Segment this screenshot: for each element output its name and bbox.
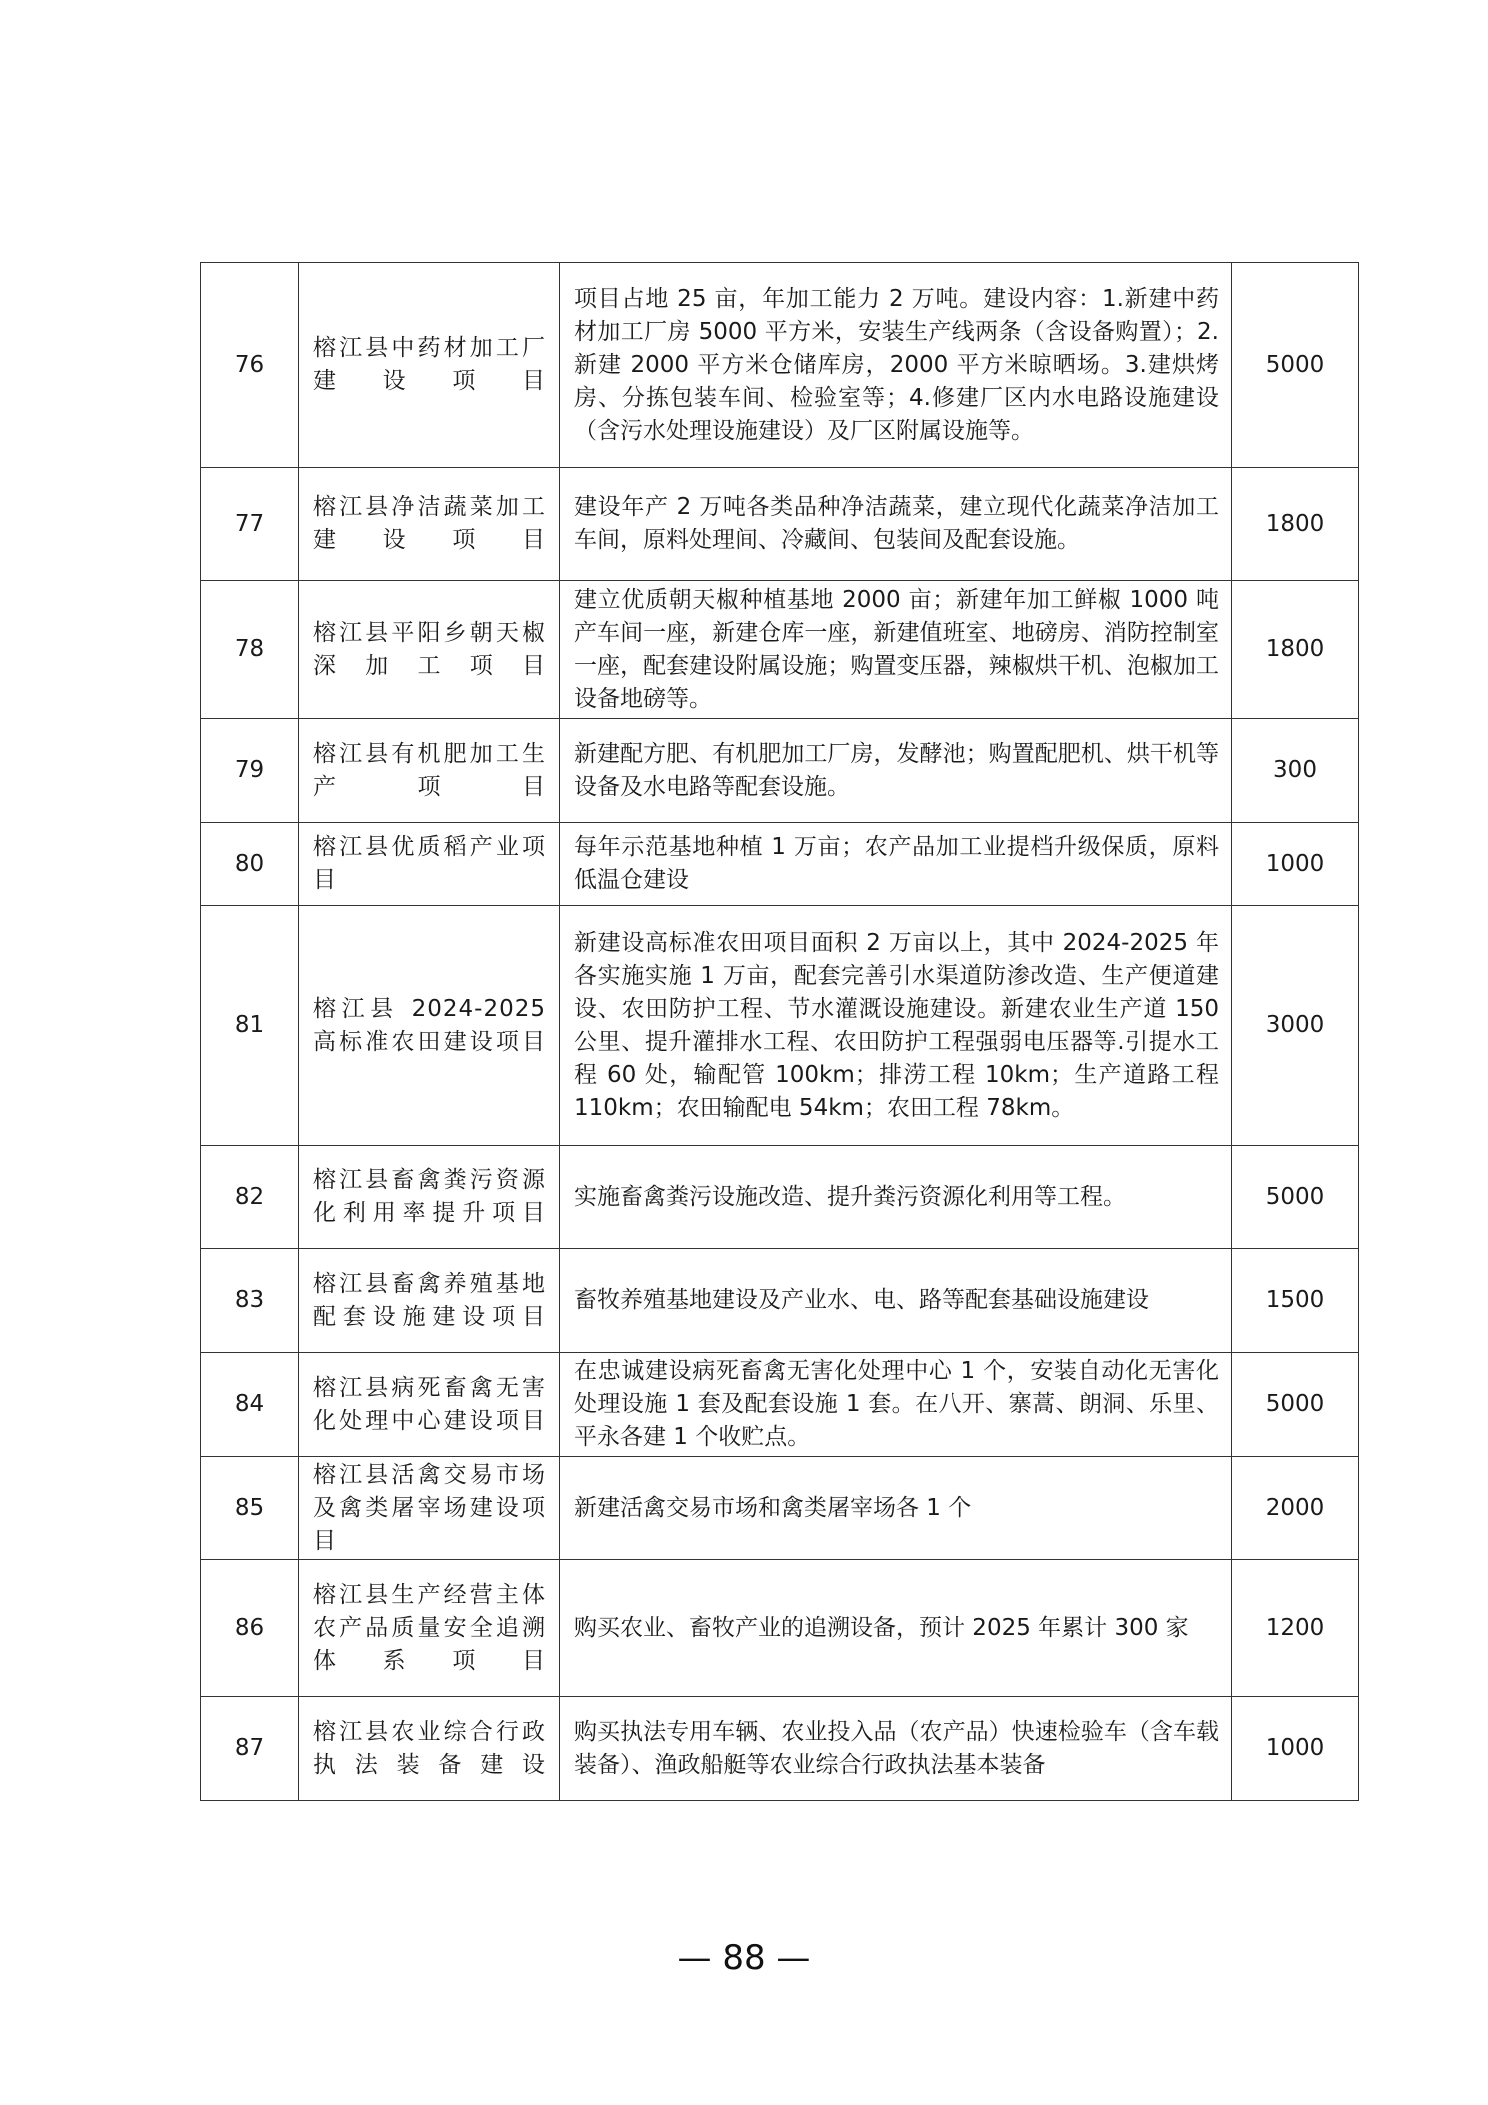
project-name: 榕江县活禽交易市场及禽类屠宰场建设项目 [299, 1457, 560, 1560]
row-number: 78 [201, 581, 299, 719]
project-name: 榕江县平阳乡朝天椒深加工项目 [299, 581, 560, 719]
row-number: 79 [201, 719, 299, 823]
project-name: 榕江县净洁蔬菜加工建设项目 [299, 468, 560, 581]
project-description: 建立优质朝天椒种植基地 2000 亩；新建年加工鲜椒 1000 吨产车间一座，新建仓库一座，新建值班室、地磅房、消防控制室一座，配套建设附属设施；购置变压器，辣椒烘干机、泡椒加工设备地磅等。 [560, 581, 1232, 719]
row-number: 76 [201, 263, 299, 468]
project-amount: 1500 [1232, 1249, 1359, 1353]
row-number: 86 [201, 1560, 299, 1697]
table-row [201, 1249, 1359, 1353]
project-description: 新建活禽交易市场和禽类屠宰场各 1 个 [560, 1457, 1232, 1560]
project-amount: 1000 [1232, 1697, 1359, 1801]
table-row [201, 1457, 1359, 1560]
project-description: 项目占地 25 亩，年加工能力 2 万吨。建设内容：1.新建中药材加工厂房 5000 平方米，安装生产线两条（含设备购置）；2.新建 2000 平方米仓储库房，2000 平方米晾晒场。3.建烘烤房、分拣包装车间、检验室等；4.修建厂区内水电路设施建设（含污水处理设施建设）及厂区附属设施等。 [560, 263, 1232, 468]
project-name: 榕江县病死畜禽无害化处理中心建设项目 [299, 1353, 560, 1457]
row-number: 80 [201, 823, 299, 906]
project-name: 榕江县畜禽养殖基地配套设施建设项目 [299, 1249, 560, 1353]
project-description: 购买农业、畜牧产业的追溯设备，预计 2025 年累计 300 家 [560, 1560, 1232, 1697]
project-amount: 3000 [1232, 906, 1359, 1146]
project-amount: 5000 [1232, 1353, 1359, 1457]
row-number: 85 [201, 1457, 299, 1560]
table-row [201, 1560, 1359, 1697]
project-description: 实施畜禽粪污设施改造、提升粪污资源化利用等工程。 [560, 1146, 1232, 1249]
project-description: 在忠诚建设病死畜禽无害化处理中心 1 个，安装自动化无害化处理设施 1 套及配套设施 1 套。在八开、寨蒿、朗洞、乐里、平永各建 1 个收贮点。 [560, 1353, 1232, 1457]
project-name: 榕江县农业综合行政执法装备建设 [299, 1697, 560, 1801]
table-row [201, 468, 1359, 581]
project-description: 每年示范基地种植 1 万亩；农产品加工业提档升级保质，原料低温仓建设 [560, 823, 1232, 906]
project-amount: 5000 [1232, 263, 1359, 468]
project-description: 畜牧养殖基地建设及产业水、电、路等配套基础设施建设 [560, 1249, 1232, 1353]
project-name: 榕江县畜禽粪污资源化利用率提升项目 [299, 1146, 560, 1249]
row-number: 81 [201, 906, 299, 1146]
row-number: 83 [201, 1249, 299, 1353]
project-name: 榕江县中药材加工厂建设项目 [299, 263, 560, 468]
project-amount: 1800 [1232, 468, 1359, 581]
project-description: 新建配方肥、有机肥加工厂房，发酵池；购置配肥机、烘干机等设备及水电路等配套设施。 [560, 719, 1232, 823]
project-description: 购买执法专用车辆、农业投入品（农产品）快速检验车（含车载装备）、渔政船艇等农业综合行政执法基本装备 [560, 1697, 1232, 1801]
table-row [201, 719, 1359, 823]
project-amount: 1000 [1232, 823, 1359, 906]
project-name: 榕江县生产经营主体农产品质量安全追溯体系项目 [299, 1560, 560, 1697]
table-row [201, 581, 1359, 719]
table-row [201, 1697, 1359, 1801]
project-amount: 2000 [1232, 1457, 1359, 1560]
project-amount: 5000 [1232, 1146, 1359, 1249]
row-number: 77 [201, 468, 299, 581]
row-number: 82 [201, 1146, 299, 1249]
project-description: 建设年产 2 万吨各类品种净洁蔬菜，建立现代化蔬菜净洁加工车间，原料处理间、冷藏间、包装间及配套设施。 [560, 468, 1232, 581]
row-number: 87 [201, 1697, 299, 1801]
project-name: 榕江县 2024-2025 高标准农田建设项目 [299, 906, 560, 1146]
project-amount: 1800 [1232, 581, 1359, 719]
table-row [201, 906, 1359, 1146]
project-amount: 300 [1232, 719, 1359, 823]
table-row [201, 1146, 1359, 1249]
projects-table [200, 262, 1359, 1801]
project-name: 榕江县优质稻产业项目 [299, 823, 560, 906]
project-name: 榕江县有机肥加工生产项目 [299, 719, 560, 823]
page-number: — 88 — [677, 1938, 811, 1978]
project-amount: 1200 [1232, 1560, 1359, 1697]
table-row [201, 263, 1359, 468]
table-row [201, 1353, 1359, 1457]
row-number: 84 [201, 1353, 299, 1457]
table-row [201, 823, 1359, 906]
project-description: 新建设高标准农田项目面积 2 万亩以上，其中 2024-2025 年各实施实施 1 万亩，配套完善引水渠道防渗改造、生产便道建设、农田防护工程、节水灌溉设施建设。新建农业生产道 150 公里、提升灌排水工程、农田防护工程强弱电压器等.引提水工程 60 处，输配管 100km；排涝工程 10km；生产道路工程 110km；农田输配电 54km；农田工程 78km。 [560, 906, 1232, 1146]
